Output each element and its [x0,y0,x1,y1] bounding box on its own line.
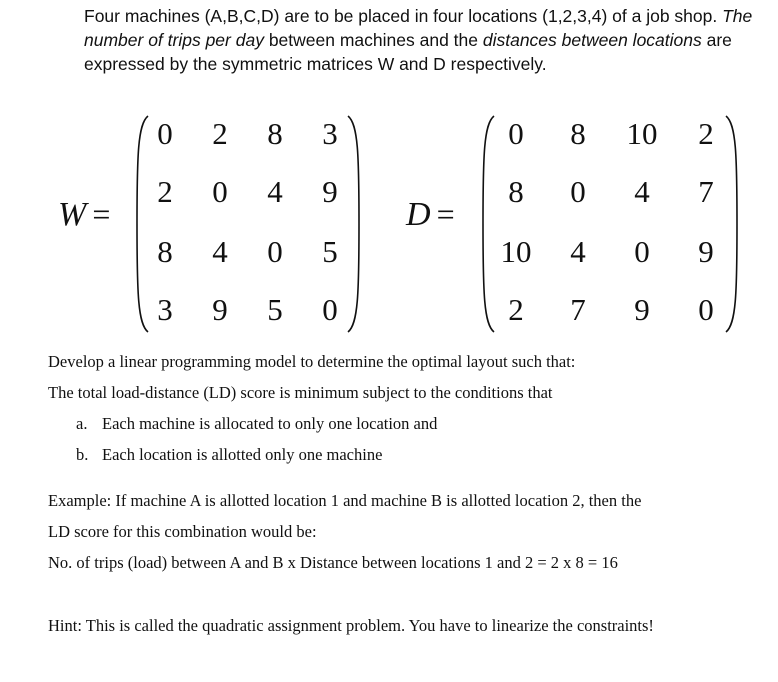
list-marker-a: a. [76,414,88,433]
matrix-w-label [58,196,110,234]
matrix-cell: 4 [267,174,283,209]
problem-intro [84,4,764,76]
matrix-cell: 2 [157,174,173,209]
task-line-1: Develop a linear programming model to determine the optimal layout such that: [48,352,576,371]
matrix-d-label [406,196,455,234]
intro-text-2: between machines and the [263,30,483,50]
intro-emphasis-distances: distances between locations [482,30,702,50]
matrix-cell: 10 [626,116,658,151]
task-line-2: The total load-distance (LD) score is minimum subject to the conditions that [48,383,553,402]
matrix-cell: 2 [508,292,524,327]
matrix-cell: 9 [212,292,228,327]
list-text-a: Each machine is allocated to only one location and [102,414,438,433]
matrix-cell: 8 [508,174,524,209]
example-line-3: No. of trips (load) between A and B x Distance between locations 1 and 2 = 2 x 8 = 16 [48,553,618,572]
matrix-cell: 9 [634,292,650,327]
list-text-b: Each location is allotted only one machine [102,445,383,464]
example-line-1: Example: If machine A is allotted location 1 and machine B is allotted location 2, then the [48,491,642,510]
matrix-cell: 9 [322,174,338,209]
matrix-cell: 0 [212,174,228,209]
matrix-cell: 0 [508,116,524,151]
hint-paragraph: Hint: This is called the quadratic assignment problem. You have to linearize the constraints! [48,616,654,635]
matrix-cell: 0 [267,234,283,269]
matrix-cell: 7 [698,174,714,209]
matrix-w [134,114,364,334]
matrix-cell: 7 [570,292,586,327]
matrix-w-equals: = [92,196,111,232]
list-item [76,414,437,434]
matrix-cell: 4 [570,234,586,269]
matrix-cell: 4 [634,174,650,209]
matrix-cell: 8 [267,116,283,151]
matrix-cell: 3 [157,292,173,327]
intro-text-1: Four machines (A,B,C,D) are to be placed in four locations (1,2,3,4) of a job shop. [84,6,723,26]
matrix-d [480,114,742,334]
matrix-cell: 3 [322,116,338,151]
matrix-cell: 2 [212,116,228,151]
intro-text-3: are expressed by the symmetric matrices W and D respectively. [84,30,732,74]
matrix-cell: 0 [157,116,173,151]
intro-emphasis-trips: The number of trips per day [84,6,753,50]
matrix-d-equals: = [436,196,455,232]
matrix-cell: 8 [157,234,173,269]
matrix-cell: 9 [698,234,714,269]
matrix-cell: 0 [322,292,338,327]
list-item [76,445,382,465]
matrix-cell: 2 [698,116,714,151]
matrix-cell: 0 [698,292,714,327]
matrix-cell: 5 [267,292,283,327]
matrix-cell: 10 [500,234,532,269]
matrix-cell: 8 [570,116,586,151]
matrix-cell: 0 [634,234,650,269]
matrix-cell: 4 [212,234,228,269]
matrix-cell: 5 [322,234,338,269]
list-marker-b: b. [76,445,89,464]
matrix-d-symbol: D [406,196,431,233]
example-line-2: LD score for this combination would be: [48,522,317,541]
matrix-w-symbol: W [58,196,87,233]
matrix-cell: 0 [570,174,586,209]
